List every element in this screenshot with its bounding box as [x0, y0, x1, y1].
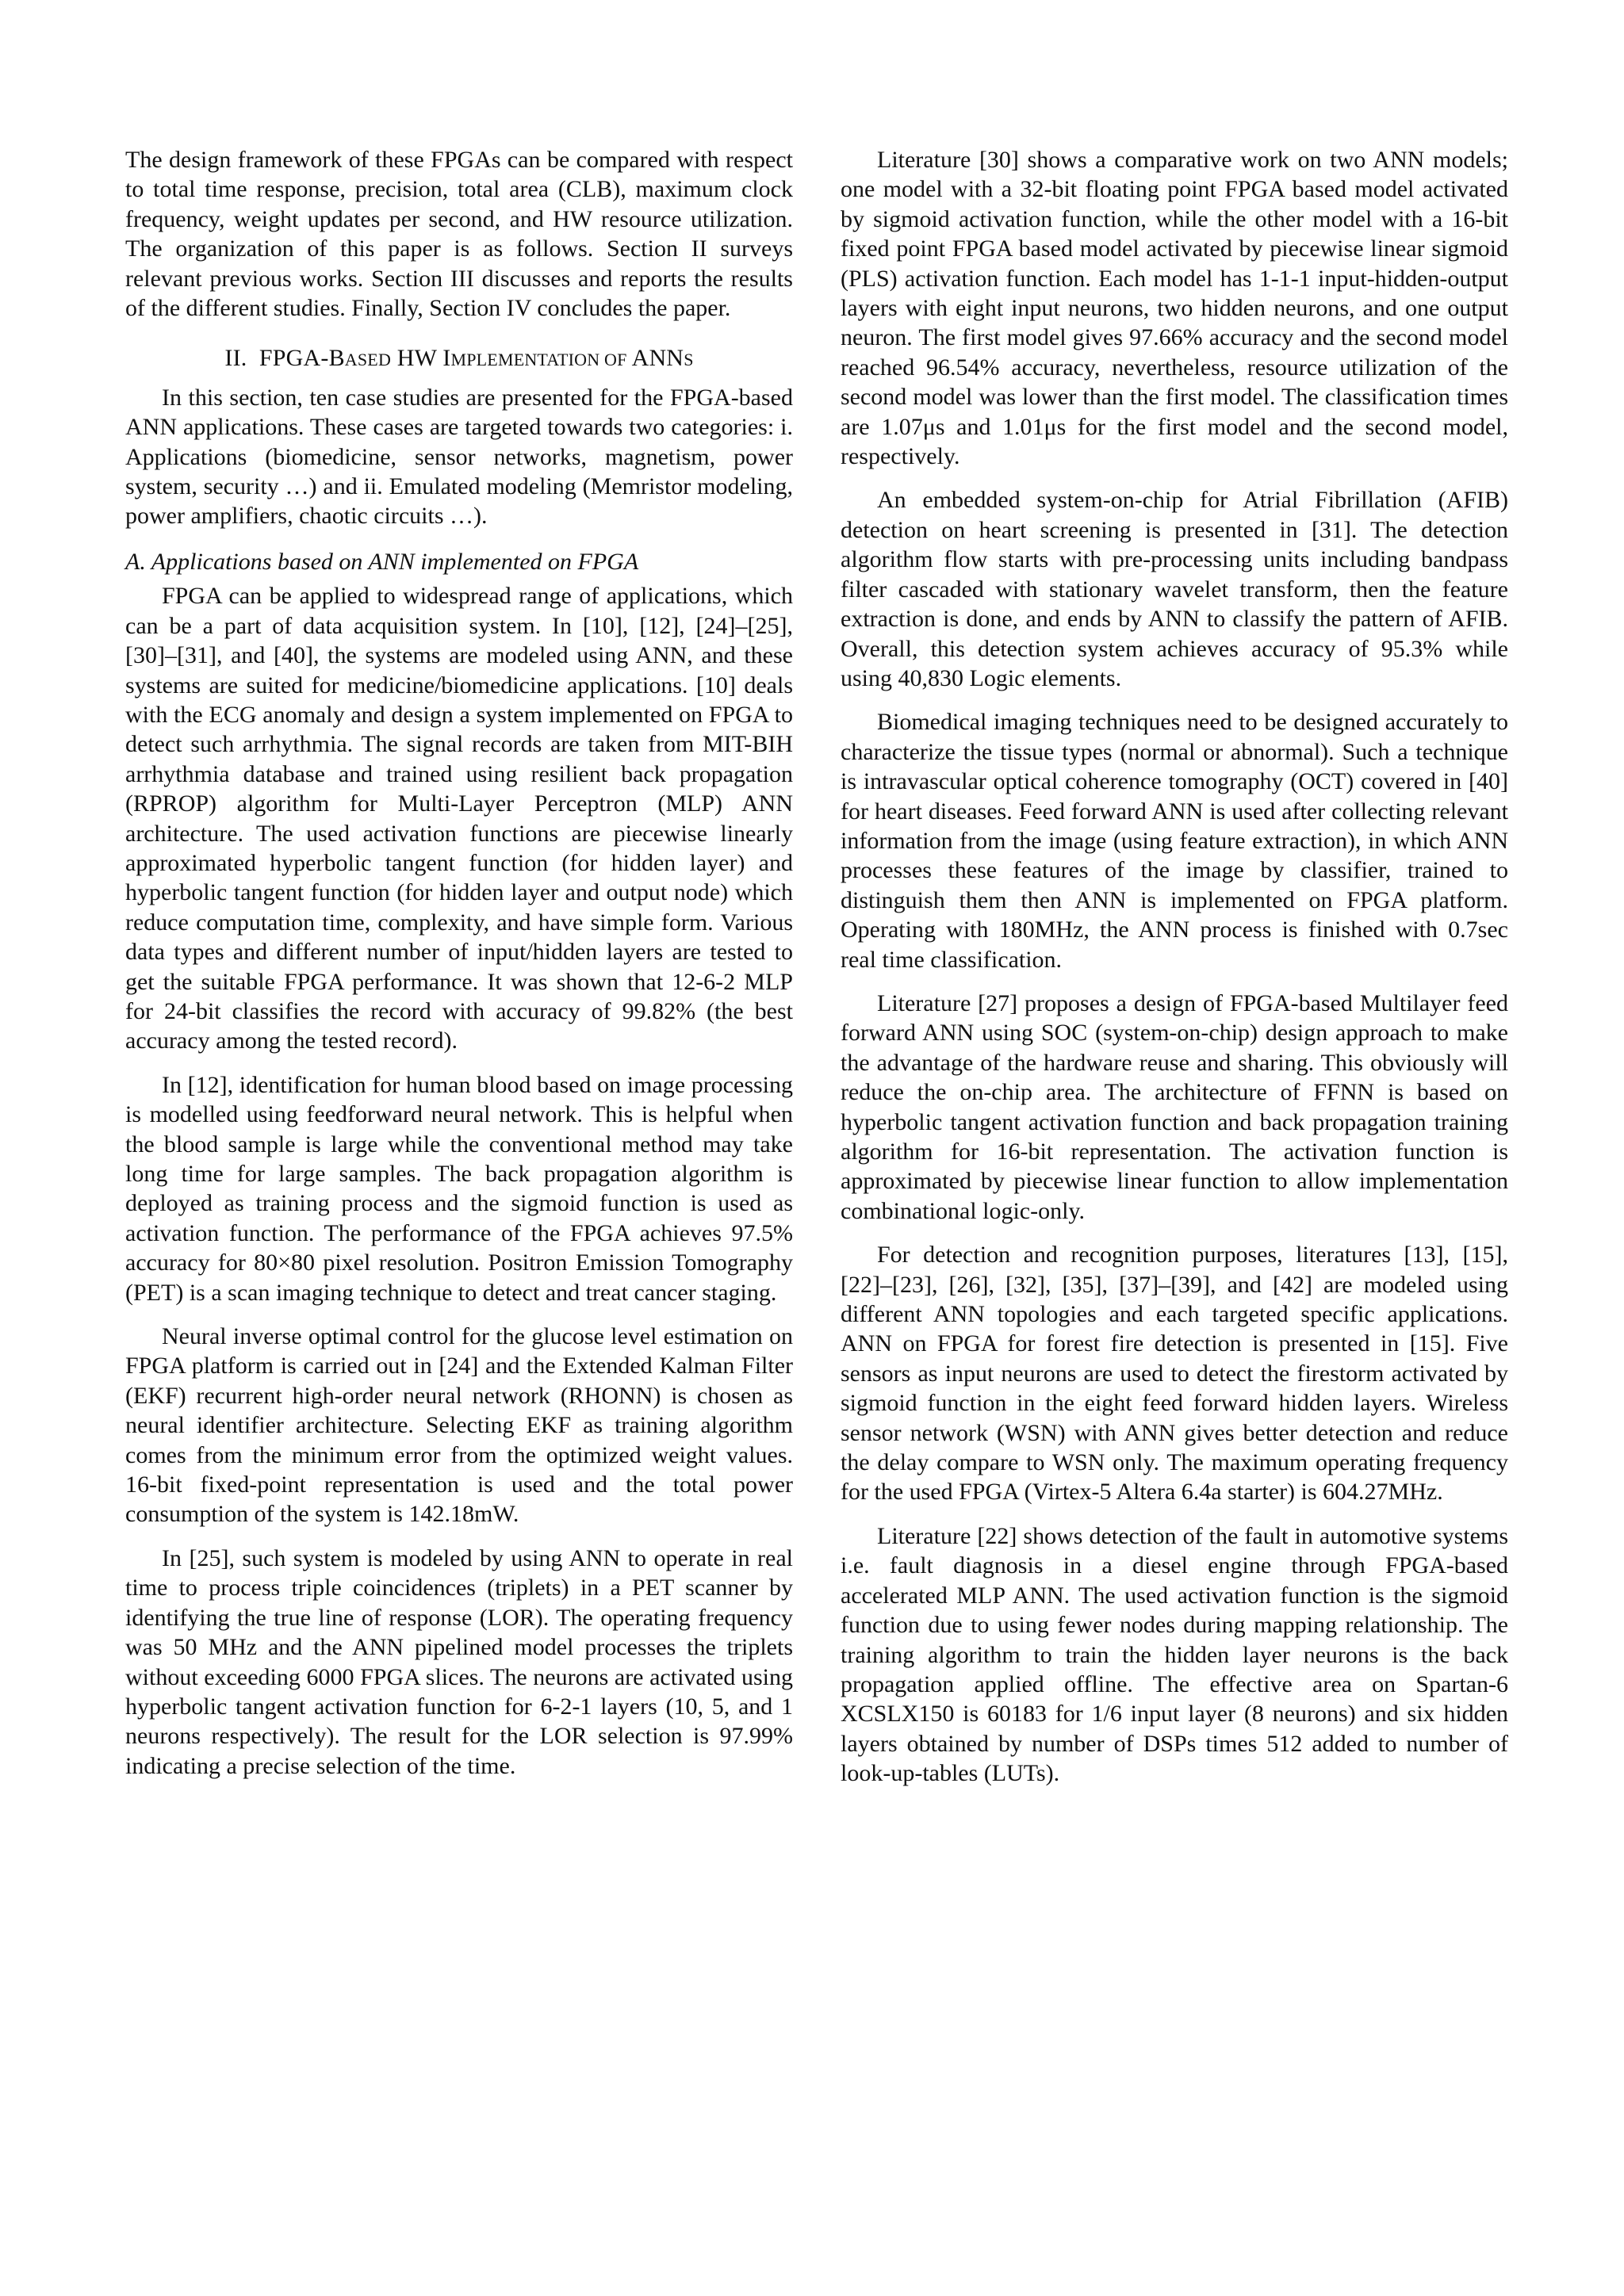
paragraph-biomedical-imaging: Biomedical imaging techniques need to be designed accurately to characterize the tissue types (normal or abnormal). Such a technique is intravascular optical coherence tomography (OCT) covered in [40] for heart diseases. Feed forward ANN is used after collecting relevant information from the image (using feature extraction), in which ANN processes these features of the image by classifier, trained to distinguish them then ANN is implemented on FPGA platform. Operating with 180MHz, the ANN process is finished with 0.7sec real time classification. — [841, 709, 1508, 973]
section-title-fpga: FPGA-B — [259, 345, 345, 372]
section-intro-paragraph: In this section, ten case studies are presented for the FPGA-based ANN applications. These cases are targeted towards two categories: i. Applications (biomedicine, sensor networks, magnetism, power system, security …) and ii. Emulated modeling (Memristor modeling, power amplifiers, chaotic circuits …). — [125, 384, 793, 530]
intro-paragraph: The design framework of these FPGAs can be compared with respect to total time response, precision, total area (CLB), maximum clock frequency, weight updates per second, and HW resource utilization. The organization of this paper is as follows. Section II surveys relevant previous works. Section III discusses and reports the results of the different studies. Finally, Section IV concludes the paper. — [125, 147, 793, 322]
section-numeral: II. — [224, 345, 247, 372]
paragraph-pet-scanner: In [25], such system is modeled by using ANN to operate in real time to process triple coincidences (triplets) in a PET scanner by identifying the true line of response (LOR). The operating frequency was 50 MHz and the ANN pipelined model processes the triplets without exceeding 6000 FPGA slices. The neurons are activated using hyperbolic tangent activation function for 6-2-1 layers (10, 5, and 1 neurons respectively). The result for the LOR selection is 97.99% indicating a precise selection of the time. — [125, 1544, 793, 1779]
paragraph-detection-recognition: For detection and recognition purposes, literatures [13], [15], [22]–[23], [26], [32], [35], [37]–[39], and [42] are modeled using different ANN topologies and each targeted specific applications. ANN on FPGA for forest fire detection is presented in [15]. Five sensors as input neurons are used to detect the firestorm activated by sigmoid function in the eight feed forward hidden layers. Wireless sensor network (WSN) with ANN gives better detection and reduce the delay compare to WSN only. The maximum operating frequency for the used FPGA (Virtex-5 Altera 6.4a starter) is 604.27MHz. — [841, 1242, 1508, 1506]
right-column — [841, 145, 1508, 1803]
paragraph-applications: FPGA can be applied to widespread range of applications, which can be a part of data acquisition system. In [10], [12], [24]–[25], [30]–[31], and [40], the systems are modeled using ANN, and these systems are suited for medicine/biomedicine applications. [10] deals with the ECG anomaly and design a system implemented on FPGA to detect such arrhythmia. The signal records are taken from MIT-BIH arrhythmia database and trained using resilient back propagation (RPROP) algorithm for Multi-Layer Perceptron (MLP) ANN architecture. The used activation functions are piecewise linearly approximated hyperbolic tangent function (for hidden layer) and hyperbolic tangent function (for hidden layer and output node) which reduce computation time, complexity, and have simple form. Various data types and different number of input/hidden layers are tested to get the suitable FPGA performance. It was shown that 12-6-2 MLP for 24-bit classifies the record with accuracy of 99.82% (the best accuracy among the tested record). — [125, 583, 793, 1054]
subsection-heading: A. Applications based on ANN implemented on FPGA — [125, 548, 639, 575]
section-heading — [125, 343, 793, 374]
paragraph-literature-30: Literature [30] shows a comparative work on two ANN models; one model with a 32-bit floating point FPGA based model activated by sigmoid activation function, while the other model with a 16-bit fixed point FPGA based model activated by piecewise linear sigmoid (PLS) activation function. Each model has 1-1-1 input-hidden-output layers with eight input neurons, two hidden neurons, and one output neuron. The first model gives 97.66% accuracy and the second model reached 96.54% accuracy, nevertheless, resource utilization of the second model was lower than the first model. The classification times are 1.07μs and 1.01μs for the first model and the second model, respectively. — [841, 147, 1508, 470]
paragraph-glucose-control: Neural inverse optimal control for the glucose level estimation on FPGA platform is carried out in [24] and the Extended Kalman Filter (EKF) recurrent high-order neural network (RHONN) is chosen as neural identifier architecture. Selecting EKF as training algorithm comes from the minimum error from the optimized weight values. 16-bit fixed-point representation is used and the total power consumption of the system is 142.18mW. — [125, 1323, 793, 1528]
paragraph-blood-identification: In [12], identification for human blood based on image processing is modelled using feedforward neural network. This is helpful when the blood sample is large while the conventional method may take long time for large samples. The back propagation algorithm is deployed as training process and the sigmoid function is used as activation function. The performance of the FPGA achieves 97.5% accuracy for 80×80 pixel resolution. Positron Emission Tomography (PET) is a scan imaging technique to detect and treat cancer staging. — [125, 1071, 793, 1306]
section-title-hw-small: MPLEMENTATION OF — [450, 350, 627, 370]
left-column — [125, 145, 793, 1795]
section-title-ann-small: S — [684, 350, 694, 370]
paragraph-literature-22: Literature [22] shows detection of the fault in automotive systems i.e. fault diagnosis in a diesel engine through FPGA-based accelerated MLP ANN. The used activation function is the sigmoid function due to using fewer nodes during mapping relationship. The training algorithm to train the hidden layer neurons is the back propagation applied offline. The effective area on Spartan-6 XCSLX150 is 60183 for 1/6 input layer (8 neurons) and six hidden layers obtained by number of DSPs times 512 added to number of look-up-tables (LUTs). — [841, 1522, 1508, 1787]
section-title-ann: ANN — [631, 345, 684, 372]
section-title-fpga-small: ASED — [344, 350, 392, 370]
section-title-hw: HW I — [396, 345, 451, 372]
paragraph-afib-detection: An embedded system-on-chip for Atrial Fibrillation (AFIB) detection on heart screening is presented in [31]. The detection algorithm flow starts with pre-processing units including bandpass filter cascaded with stationary wavelet transform, then the feature extraction is done, and ends by ANN to classify the pattern of AFIB. Overall, this detection system achieves accuracy of 95.3% while using 40,830 Logic elements. — [841, 487, 1508, 691]
paragraph-literature-27: Literature [27] proposes a design of FPGA-based Multilayer feed forward ANN using SOC (system-on-chip) design approach to make the advantage of the hardware reuse and sharing. This obviously will reduce the on-chip area. The architecture of FFNN is based on hyperbolic tangent activation function and back propagation training algorithm for 16-bit representation. The activation function is approximated by piecewise linear function to allow implementation combinational logic-only. — [841, 989, 1508, 1224]
